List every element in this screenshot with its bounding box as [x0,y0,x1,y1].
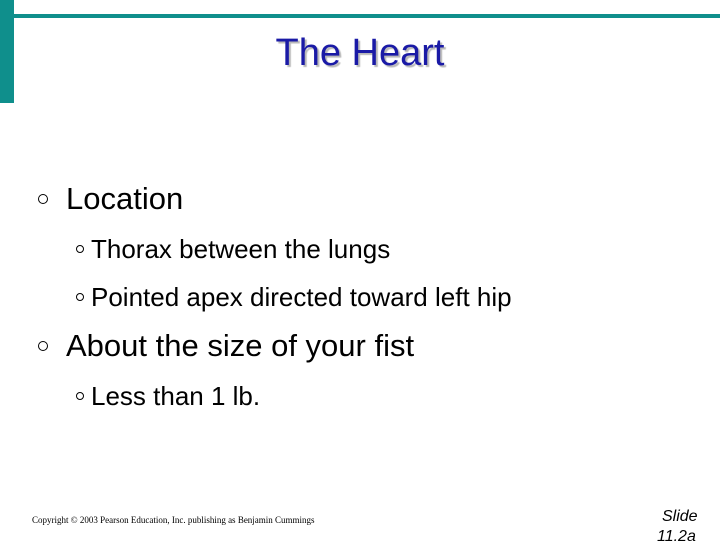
bullet-circle-icon [76,245,84,253]
sub-bullet-text: Less than 1 lb. [91,381,261,411]
bullet-text: About the size of your fist [66,328,415,363]
bullet-circle-icon [38,194,48,204]
slide-number: 11.2a [657,528,696,545]
bullet-location [38,181,183,217]
sub-bullet-apex [76,282,512,312]
sub-bullet-weight [76,381,260,411]
bullet-text: Location [66,181,184,216]
bullet-circle-icon [38,341,48,351]
sub-bullet-text: Thorax between the lungs [91,234,391,264]
bullet-circle-icon [76,293,84,301]
sub-bullet-text: Pointed apex directed toward left hip [91,282,512,312]
slide-title: The Heart [275,32,445,74]
bullet-circle-icon [76,392,84,400]
sub-bullet-thorax [76,234,390,264]
accent-top-rule [14,14,720,18]
slide-label: Slide [662,508,698,525]
copyright-notice: Copyright © 2003 Pearson Education, Inc. publishing as Benjamin Cummings [32,515,315,525]
bullet-size [38,328,414,364]
